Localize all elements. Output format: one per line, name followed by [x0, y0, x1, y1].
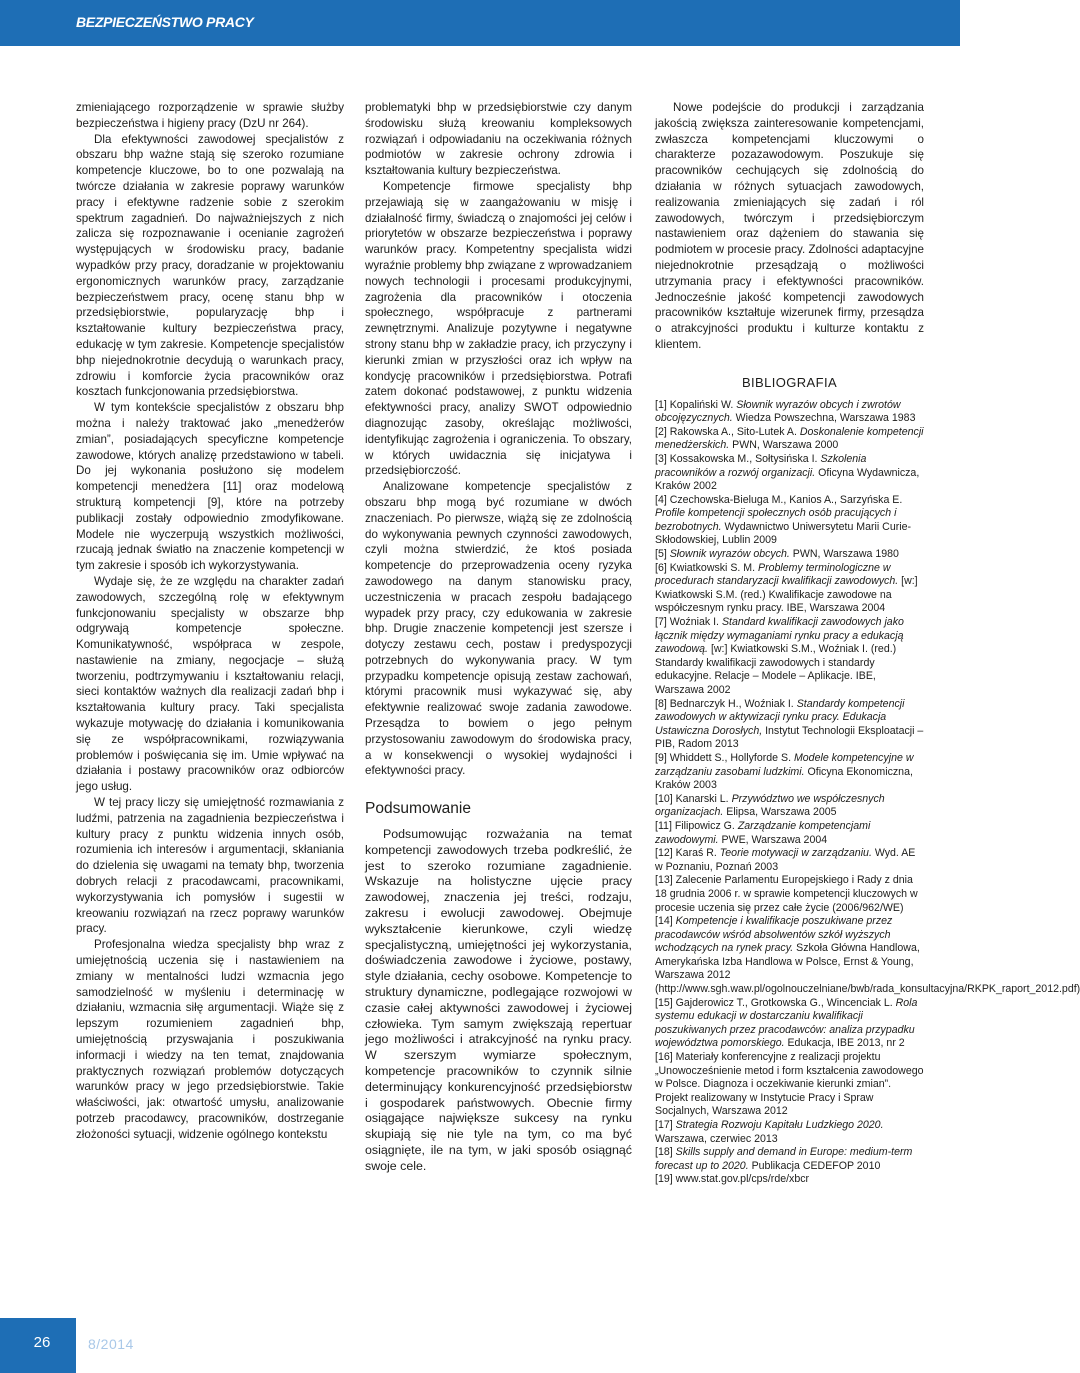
paragraph: Wydaje się, że ze względu na charakter zadań zawodowych, szczególną rolę w efektywnym funkcjonowaniu specjalisty w obszarze bhp odgrywają kompetencje społeczne. Komunikatywność, współpraca w zespole, nastawienie na zmiany, negocjacje – służą tworzeniu, podtrzymywaniu i kształtowaniu relacji, sieci kontaktów ważnych dla realizacji zadań bhp i kształtowania kultury pracy. Taki specjalista wykazuje motywację do działania i komunikowania się ze współpracownikami, rozwiązywania problemów i poświęcania się im. Umie wpływać na działania i postawy pracowników oraz odbiorców jego usług. — [76, 574, 344, 794]
reference-author: [15] Gajderowicz T., Grotkowska G., Wincenciak L. — [655, 996, 896, 1009]
reference-author: [13] Zalecenie Parlamentu Europejskiego i Rady z dnia 18 grudnia 2006 r. w sprawie kompetencji kluczowych w procesie uczenia się przez całe życie (2006/962/WE) — [655, 874, 918, 914]
reference-title: Zarządzanie kompetencjami zawodowymi. — [655, 819, 871, 846]
reference-publisher: PWN, Warszawa 1980 — [789, 548, 899, 561]
paragraph: W tej pracy liczy się umiejętność rozmawiania z ludźmi, patrzenia na zagadnienia bezpieczeństwa i kultury pracy z punktu widzenia innych osób, rozumienia ich interesów i argumentacji, skłaniania do dzielenia się uwagami na tematy bhp, tworzenia dobrych relacji z pracodawcami, pracownikami, wykorzystywania ich pomysłów i sugestii w kreowaniu rozwiązań na rzecz poprawy warunków pracy. — [76, 796, 344, 936]
reference-item — [655, 1119, 924, 1146]
reference-title: Rola systemu edukacji w dostarczaniu kwalifikacji poszukiwanych przez pracodawców: analiza przypadku województwa pomorskiego. — [655, 996, 918, 1050]
reference-publisher: Warszawa, czerwiec 2013 — [655, 1132, 778, 1145]
paragraph: Profesjonalna wiedza specjalisty bhp wraz z umiejętnością uczenia się i nastawieniem na zmiany w mentalności ludzi wzmacnia jego samodzielność w myśleniu i determinację w działaniu, wzmacnia siłę argumentacji. Wiąże się z lepszym rozumieniem zagadnień bhp, umiejętnością przyswajania i poszukiwania informacji i wiedzy na ten temat, znajdowania praktycznych rozwiązań problemów dotyczących warunków pracy w jego przedsiębiorstwie. Takie właściwości, jak: otwartość umysłu, analizowanie potrzeb pracodawcy, pracowników, dostrzeganie złożoności sytuacji, widzenie ogólnego kontekstu — [76, 938, 344, 1141]
page-number: 26 — [33, 1334, 51, 1351]
reference-publisher: PWN, Warszawa 2000 — [729, 439, 839, 452]
reference-title: Szkolenia pracowników a rozwój organizacji. — [655, 452, 867, 479]
reference-publisher: Wydawnictwo Uniwersytetu Marii Curie-Skłodowskiej, Lublin 2009 — [655, 520, 912, 547]
reference-author: [11] Filipowicz G. — [655, 819, 738, 832]
reference-publisher: Elipsa, Warszawa 2005 — [723, 806, 837, 819]
reference-publisher: Wyd. AE w Poznaniu, Poznań 2003 — [655, 847, 916, 873]
reference-item — [655, 494, 924, 548]
reference-author: [19] www.stat.gov.pl/cps/rde/xbcr — [655, 1173, 810, 1186]
reference-title: Teorie motywacji w zarządzaniu. — [719, 847, 872, 860]
reference-title: Doskonalenie kompetencji menedżerskich. — [655, 425, 924, 452]
paragraph: problematyki bhp w przedsiębiorstwie czy danym środowisku służą kreowaniu kompleksowych rozwiązań i odpowiadaniu na oczekiwania różnych podmiotów w zakresie ochrony zdrowia i kształtowania kultury bezpieczeństwa. — [365, 101, 632, 178]
reference-title: Przywództwo we współczesnych organizacjach. — [655, 792, 885, 819]
paragraph: Podsumowując rozważania na temat kompetencji zawodowych trzeba podkreślić, że jest to szeroko rozumiane zagadnienie. Wskazuje na holistyczne ujęcie pracy zawodowej, znaczenia jej treści, rodzaju, zakresu i ewolucji zawodowej. Obejmuje wykształcenie kierunkowe, czyli wiedzę specjalistyczną, umiejętności jej wykorzystania, doświadczenia zawodowe i życiowe, postawy, style działania, cechy osobowe. Kompetencje to struktury dynamiczne, podlegające rozwojowi w czasie całej aktywności zawodowej i życiowej człowieka. Tym samym zwiększają repertuar jego możliwości i atrakcyjność na rynku pracy. W szerszym wymiarze społecznym, kompetencje pracowników to czynnik silnie determinujący konkurencyjność przedsiębiorstw i gospodarek państwowych. Obecnie firmy osiągające największe sukcesy na rynku skupiają się nie tyle na tym, co ma być osiągnięte, ile na tym, w jaki sposób osiągnąć swoje cele. — [365, 827, 632, 1173]
bibliography-heading: BIBLIOGRAFIA — [741, 374, 838, 390]
reference-title: Skills supply and demand in Europe: medium-term forecast up to 2020. — [655, 1146, 913, 1172]
paragraph: Kompetencje firmowe specjalisty bhp przejawiają się w zaangażowaniu w misję i działalność firmy, świadczą o znajomości jej celów i priorytetów w obszarze bezpieczeństwa i poprawy warunków pracy. Kompetentny specjalista widzi wyraźnie problemy bhp związane z wprowadzaniem nowych technologii i procesami produkcyjnymi, zagrożenia dla pracowników i otoczenia społecznego, współpracuje z partnerami zewnętrznymi. Analizuje pozytywne i negatywne strony stanu bhp w zakładzie pracy, ich przyczyny i kierunki zmian w przyszłości oraz ich wpływ na kondycję pracowników i przedsiębiorstwa. Potrafi zatem dokonać podstawowej, z punktu widzenia efektywności pracy, analizy SWOT odpowiednio diagnozując zasoby, określając możliwości, identyfikując zagrożenia i ograniczenia. To obszary, w których uwidacznia się inicjatywa i przedsiębiorczość. — [365, 179, 632, 478]
reference-publisher: Oficyna Ekonomiczna, Kraków 2003 — [655, 765, 913, 792]
reference-author: [10] Kanarski L. — [655, 792, 732, 805]
paragraph: W tym kontekście specjalistów z obszaru bhp można i należy traktować jako „menedżerów zmian”, posiadających specyficzne kompetencje zawodowe, których analizę przedstawiono w tabeli. Do jej wykonania posłużono się modelem kompetencji menedżera [11] oraz modelową strukturą kompetencji [9], które na potrzeby publikacji zostały odpowiednio zmodyfikowane. Modele nie wyczerpują wszystkich możliwości, rzucają jednak światło na znaczenie kompetencji w tym zakresie i sposób ich wykorzystywania. — [76, 401, 344, 573]
reference-author: [4] Czechowska-Bieluga M., Kanios A., Sarzyńska E. — [655, 493, 903, 506]
reference-publisher: PWE, Warszawa 2004 — [718, 833, 828, 846]
reference-item — [655, 399, 924, 426]
reference-author: [18] — [655, 1146, 676, 1159]
reference-item — [655, 793, 924, 820]
section-heading: Podsumowanie — [365, 800, 471, 818]
reference-title: Słownik wyrazów obcych. — [669, 548, 790, 561]
reference-author: [6] Kwiatkowski S. M. — [655, 561, 759, 574]
reference-publisher: Szkoła Główna Handlowa, Amerykańska Izba Handlowa w Polsce, Ernst & Young, Warszawa 2012 (http://www.sgh.waw.pl/ogolnouczelniane/bwb/rada_konsultacyjna/RKPK_raport_2012.pdf) — [655, 942, 1080, 996]
reference-author: [7] Woźniak I. — [655, 616, 722, 629]
reference-publisher: Publikacja CEDEFOP 2010 — [748, 1159, 881, 1172]
reference-publisher: Wiedza Powszechna, Warszawa 1983 — [732, 412, 916, 425]
reference-item — [655, 562, 924, 616]
reference-list — [655, 398, 1080, 1187]
paragraph: zmieniającego rozporządzenie w sprawie służby bezpieczeństwa i higieny pracy (DzU nr 264). — [76, 101, 344, 130]
reference-author: [8] Bednarczyk H., Woźniak I. — [655, 697, 797, 710]
reference-title: Profile kompetencji społecznych osób pracujących i bezrobotnych. — [655, 507, 897, 533]
reference-item — [655, 616, 924, 698]
paragraph: Analizowane kompetencje specjalistów z obszaru bhp mogą być rozumiane w dwóch znaczeniach. Po pierwsze, wiążą się ze zdolnością do wykonywania pewnych czynności zawodowych, czyli można stwierdzić, że ktoś posiada kompetencje do przeprowadzenia oceny ryzyka zawodowego na danym stanowisku pracy, uczestniczenia w pracach zespołu badającego wypadek przy pracy, czy edukowania w zakresie bhp. Drugie znaczenie kompetencji jest szersze i dotyczy zestawu cech, postaw i predyspozycji potrzebnych do wykonywania pracy. W tym przypadku kompetencje opisują zestaw zachowań, którymi pracownik musi wykazywać się, aby efektywnie realizować swoje zadania zawodowe. Przesądza to bowiem o jego pełnym przystosowaniu zawodowym do środowiska pracy, a w konsekwencji o wysokiej wydajności i efektywności pracy. — [365, 480, 632, 778]
reference-author: [1] Kopaliński W. — [655, 398, 737, 411]
reference-title: Standard kwalifikacji zawodowych jako łącznik między wymaganiami rynku pracy a edukacją zawodową. — [655, 616, 904, 656]
reference-item — [655, 874, 924, 915]
reference-item — [655, 548, 924, 562]
reference-item — [655, 915, 1080, 997]
reference-title: Modele kompetencyjne w zarządzaniu zasobami ludzkimi. — [655, 751, 914, 778]
reference-author: [16] Materiały konferencyjne z realizacji projektu „Unowocześnienie metod i form kształcenia zawodowego w Polsce. Diagnoza i oczekiwanie kierunki zmian”. Projekt realizowany w Instytucie Pracy i Spraw Socjalnych, Warszawa 2012 — [655, 1051, 924, 1118]
reference-title: Kompetencje i kwalifikacje poszukiwane przez pracodawców wśród absolwentów szkół wyższych wchodzących na rynek pracy. — [655, 915, 893, 955]
reference-author: [17] — [655, 1119, 676, 1132]
header-bar — [0, 0, 960, 46]
text-column-1 — [76, 100, 344, 1143]
reference-title: Strategia Rozwoju Kapitału Ludzkiego 2020. — [675, 1119, 884, 1132]
reference-publisher: Oficyna Wydawnicza, Kraków 2002 — [655, 466, 920, 493]
reference-item — [655, 820, 924, 847]
reference-item — [655, 997, 924, 1051]
reference-item — [655, 752, 924, 793]
reference-title: Słownik wyrazów obcych i zwrotów obcojęzycznych. — [655, 398, 901, 425]
paragraph: Dla efektywności zawodowej specjalistów z obszaru bhp ważne stają się szeroko rozumiane kompetencje kluczowe, bo to one pozwalają na twórcze działania w zakresie poprawy warunków pracy i efektywne radzenie sobie z szerokim spektrum zagadnień. Do najważniejszych z nich zalicza się rozpoznawanie i ocenianie zagrożeń występujących w środowisku pracy, badanie wypadków przy pracy, doradzanie w projektowaniu ergonomicznych warunków pracy, zarządzanie bezpieczeństwem pracy, ocenę stanu bhp w przedsiębiorstwie, popularyzację bhp i kształtowanie kultury bezpieczeństwa pracy, edukację w tym zakresie. Kompetencje specjalistów bhp niejednokrotnie decydują o warunkach pracy, zdrowiu i komforcie życia pracowników oraz kosztach funkcjonowania przedsiębiorstwa. — [76, 132, 344, 399]
reference-publisher: Edukacja, IBE 2013, nr 2 — [784, 1037, 905, 1050]
reference-author: [5] — [655, 548, 670, 561]
reference-author: [3] Kossakowska M., Sołtysińska I. — [655, 452, 821, 465]
reference-item — [655, 1173, 924, 1187]
reference-item — [655, 847, 924, 874]
reference-publisher: [w:] Kwiatkowski S.M. (red.) Kwalifikacje zawodowe na współczesnym rynku pracy. IBE, Warszawa 2004 — [655, 575, 918, 615]
reference-publisher: Instytut Technologii Eksploatacji – PIB, Radom 2013 — [655, 724, 924, 751]
reference-item — [655, 453, 924, 494]
text-column-2 — [365, 100, 632, 1175]
section-label: BEZPIECZEŃSTWO PRACY — [76, 14, 254, 30]
issue-number: 8/2014 — [88, 1336, 134, 1352]
reference-author: [9] Whiddett S., Hollyforde S. — [655, 751, 794, 764]
reference-item — [655, 1146, 924, 1173]
text-column-3 — [655, 100, 1080, 1187]
reference-publisher: [w:] Kwiatkowski S.M., Woźniak I. (red.) Standardy kwalifikacji zawodowych i standardy edukacyjne. Relacje – Modele – Aplikacje. IBE, Warszawa 2002 — [655, 643, 897, 697]
reference-title: Standardy kompetencji zawodowych w aktywizacji rynku pracy. Edukacja Ustawiczna Dorosłych, — [655, 697, 905, 737]
reference-author: [12] Karaś R. — [655, 847, 720, 860]
reference-item — [655, 426, 924, 453]
reference-author: [14] — [655, 915, 676, 928]
paragraph: Nowe podejście do produkcji i zarządzania jakością zwiększa zainteresowanie kompetencjami, zwłaszcza kompetencjami kluczowymi o charakterze pozazawodowym. Poszukuje się pracowników cechujących się zdolnością do działania w różnych sytuacjach zawodowych, realizowania zmieniających się zadań i ról zawodowych, twórczym i przedsiębiorczym nastawieniem oraz dążeniem do stawania się podmiotem w procesie pracy. Zdolności adaptacyjne niejednokrotnie przesądzają o możliwości utrzymania pracy i efektywności pracowników. Jednocześnie jakość kompetencji zawodowych pracowników kształtuje wizerunek firmy, przesądza o atrakcyjności produktu i kulturze kontaktu z klientem. — [655, 101, 924, 351]
reference-author: [2] Rakowska A., Sito-Lutek A. — [655, 425, 800, 438]
reference-item — [655, 698, 924, 752]
reference-item — [655, 1051, 924, 1119]
reference-title: Problemy terminologiczne w procedurach standaryzacji kwalifikacji zawodowych. — [655, 561, 899, 588]
